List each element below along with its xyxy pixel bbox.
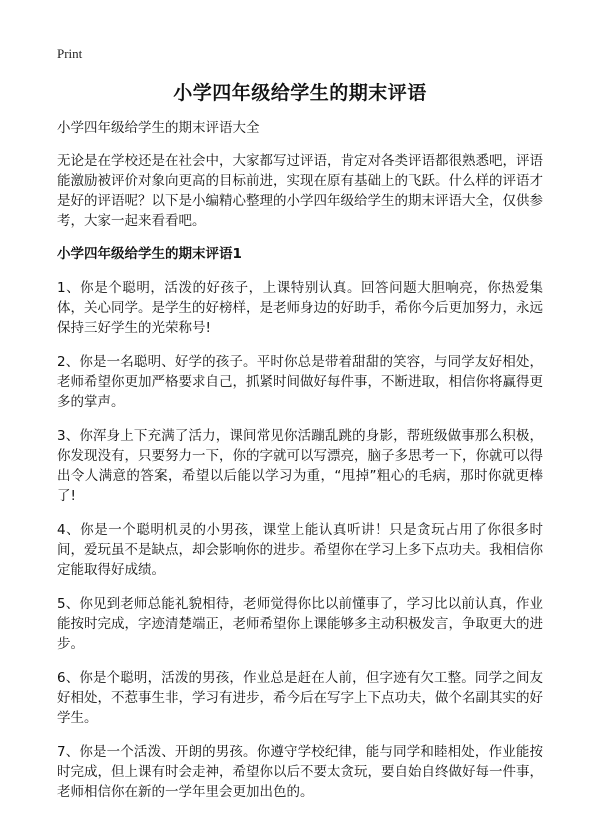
comment-item-2: 2、你是一名聪明、好学的孩子。平时你总是带着甜甜的笑容，与同学友好相处，老师希望你更加严格要求自己，抓紧时间做好每件事，不断进取，相信你将赢得更多的掌声。 bbox=[57, 354, 543, 410]
comment-item-3: 3、你浑身上下充满了活力，课间常见你活蹦乱跳的身影，帮班级做事那么积极，你发现没有，只要努力一下，你的字就可以写漂亮，脑子多思考一下，你就可以得出令人满意的答案，希望以后能以学习为重，“甩掉”粗心的毛病，那时你就更棒了! bbox=[57, 428, 543, 504]
comment-item-5: 5、你见到老师总能礼貌相待，老师觉得你比以前懂事了，学习比以前认真，作业能按时完成，字迹清楚端正，老师希望你上课能够多主动积极发言，争取更大的进步。 bbox=[57, 596, 543, 652]
intro-paragraph: 无论是在学校还是在社会中，大家都写过评语，肯定对各类评语都很熟悉吧，评语能激励被评价对象向更高的目标前进，实现在原有基础上的飞跃。什么样的评语才是好的评语呢？以下是小编精心整理的小学四年级给学生的期末评语大全，仅供参考，大家一起来看看吧。 bbox=[57, 153, 543, 229]
comment-item-6: 6、你是个聪明，活泼的男孩，作业总是赶在人前，但字迹有欠工整。同学之间友好相处，不惹事生非，学习有进步，希今后在写字上下点功夫，做个名副其实的好学生。 bbox=[57, 670, 543, 726]
document-subtitle: 小学四年级给学生的期末评语大全 bbox=[57, 120, 260, 136]
section-heading: 小学四年级给学生的期末评语1 bbox=[57, 246, 242, 262]
comment-item-4: 4、你是一个聪明机灵的小男孩，课堂上能认真听讲！只是贪玩占用了你很多时间，爱玩虽不是缺点，却会影响你的进步。希望你在学习上多下点功夫。我相信你定能取得好成绩。 bbox=[57, 522, 543, 578]
comment-item-7: 7、你是一个活泼、开朗的男孩。你遵守学校纪律，能与同学和睦相处，作业能按时完成，但上课有时会走神，希望你以后不要太贪玩，要自始自终做好每一件事，老师相信你在新的一学年里会更加出色的。 bbox=[57, 744, 543, 800]
document-body bbox=[57, 118, 543, 816]
print-link[interactable]: Print bbox=[57, 46, 83, 61]
comment-item-1: 1、你是个聪明，活泼的好孩子，上课特别认真。回答问题大胆响亮，你热爱集体，关心同学。是学生的好榜样，是老师身边的好助手，希你今后更加努力，永远保持三好学生的光荣称号! bbox=[57, 280, 543, 336]
document-title: 小学四年级给学生的期末评语 bbox=[173, 82, 427, 104]
